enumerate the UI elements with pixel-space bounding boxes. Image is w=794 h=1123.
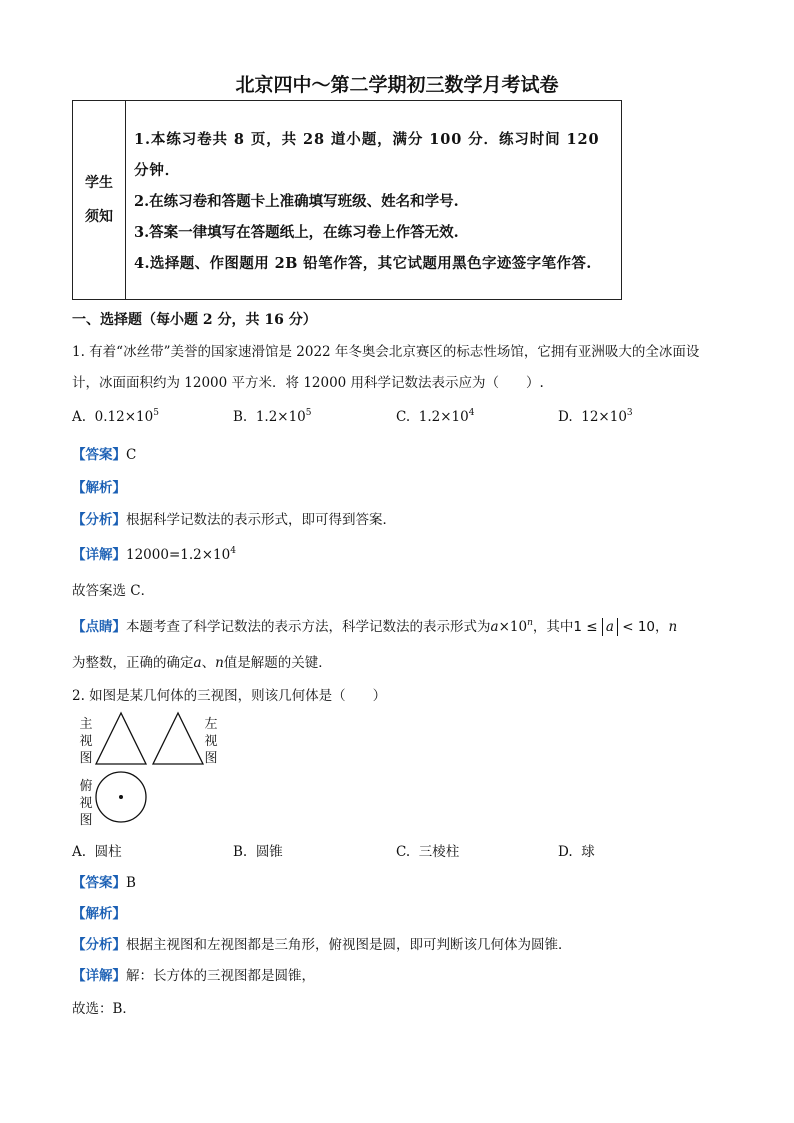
- q1-option-d-label: D.: [558, 409, 573, 425]
- fenxi-tag: 【分析】: [72, 512, 126, 528]
- q2-xiangjie-text: 解：长方体的三视图都是圆锥，: [126, 968, 315, 984]
- q1-option-b: [233, 408, 312, 425]
- q1-answer: [72, 443, 136, 463]
- line2-post: 值是解题的关键．: [223, 655, 332, 671]
- dianjing-tag: 【点睛】: [72, 619, 126, 635]
- q1-dianjing-comma: ，: [655, 619, 669, 635]
- q2-option-b-label: B.: [233, 844, 248, 860]
- q1-xiangjie-base: 12000=1.2×10: [126, 547, 231, 563]
- q1-dianjing: [72, 615, 677, 635]
- notice-table: [72, 100, 622, 300]
- q1-fenxi: [72, 508, 396, 528]
- top-view-center-dot: [119, 795, 123, 799]
- analysis-tag: 【解析】: [72, 480, 126, 496]
- q1-option-b-base: 1.2×10: [255, 409, 306, 425]
- q1-option-a: [72, 408, 159, 425]
- formula-a: a: [490, 619, 499, 635]
- q1-option-b-label: B.: [233, 409, 248, 425]
- q1-option-b-exp: 5: [305, 408, 312, 418]
- label-top-view: 俯视图: [79, 779, 93, 828]
- q1-stem-line2: 计，冰面面积约为 12000 平方米．将 12000 用科学记数法表示应为（ ）.: [72, 375, 544, 391]
- q2-option-d: [558, 840, 595, 860]
- q1-stem-line1: 1. 有着“冰丝带”美誉的国家速滑馆是 2022 年冬奥会北京赛区的标志性场馆，它拥有亚洲吸大的全冰面设: [72, 344, 700, 360]
- label-front-view: 主视图: [79, 717, 93, 766]
- page-title: 北京四中～第二学期初三数学月考试卷: [235, 74, 559, 96]
- q1-dianjing-mid: ，其中: [532, 619, 574, 635]
- notice-label-line1: 学生: [85, 175, 113, 191]
- q1-option-c-label: C.: [396, 409, 411, 425]
- q1-answer-value: C: [126, 447, 137, 463]
- q2-analysis: [72, 902, 126, 922]
- formula-times: ×10: [498, 619, 528, 635]
- q1-option-a-base: 0.12×10: [94, 409, 154, 425]
- q2-option-c: [396, 840, 459, 860]
- q1-conclusion: 故答案选 C．: [72, 583, 155, 599]
- q2-xiangjie: [72, 964, 315, 984]
- q2-option-a-text: 圆柱: [94, 844, 122, 860]
- left-view-triangle: [153, 713, 203, 764]
- q1-option-d-base: 12×10: [581, 409, 627, 425]
- q1-option-d: [558, 408, 633, 425]
- notice-label: [73, 101, 126, 300]
- q1-fenxi-text: 根据科学记数法的表示形式，即可得到答案．: [126, 512, 396, 528]
- notice-rules: [126, 101, 622, 300]
- q2-option-b-text: 圆锥: [255, 844, 283, 860]
- section-heading: 一、选择题（每小题 2 分，共 16 分）: [72, 312, 317, 328]
- q2-fenxi: [72, 933, 572, 953]
- ineq-left: 1 ≤: [573, 619, 598, 635]
- rule-1: 1.本练习卷共 8 页，共 28 道小题，满分 100 分．练习时间 120 分钟．: [134, 130, 600, 179]
- line2-sep: 、: [201, 655, 216, 671]
- q2-stem: 2. 如图是某几何体的三视图，则该几何体是（ ）: [72, 688, 387, 704]
- formula-n: n: [527, 618, 533, 628]
- answer-tag: 【答案】: [72, 447, 126, 463]
- analysis-tag: 【解析】: [72, 906, 126, 922]
- label-left-view: 左视图: [204, 717, 218, 766]
- xiangjie-tag: 【详解】: [72, 547, 126, 563]
- q1-dianjing-text: 本题考查了科学记数法的表示方法，科学记数法的表示形式为: [126, 619, 491, 635]
- q2-option-b: [233, 840, 283, 860]
- q2-answer-value: B: [126, 875, 136, 891]
- q1-option-a-exp: 5: [153, 408, 159, 418]
- q1-option-c-base: 1.2×10: [418, 409, 469, 425]
- front-view-triangle: [96, 713, 146, 764]
- q2-option-c-label: C.: [396, 844, 411, 860]
- q1-option-a-label: A.: [72, 409, 87, 425]
- q2-answer: [72, 871, 136, 891]
- answer-tag: 【答案】: [72, 875, 126, 891]
- q1-dianjing-n: n: [668, 619, 678, 635]
- rule-2: 2.在练习卷和答题卡上准确填写班级、姓名和学号.: [134, 192, 459, 210]
- q2-option-d-label: D.: [558, 844, 573, 860]
- line2-a: a: [193, 655, 202, 671]
- xiangjie-tag: 【详解】: [72, 968, 126, 984]
- q1-option-c: [396, 408, 474, 425]
- q1-option-d-exp: 3: [626, 408, 633, 418]
- rule-4: 4.选择题、作图题用 2B 铅笔作答，其它试题用黑色字迹签字笔作答.: [134, 254, 592, 272]
- q1-option-c-exp: 4: [468, 408, 475, 418]
- q1-dianjing-line2: [72, 651, 332, 671]
- q2-option-c-text: 三棱柱: [418, 844, 460, 860]
- line2-n: n: [215, 655, 224, 671]
- q2-option-a-label: A.: [72, 844, 87, 860]
- q2-option-a: [72, 840, 122, 860]
- q2-fenxi-text: 根据主视图和左视图都是三角形，俯视图是圆，即可判断该几何体为圆锥．: [126, 937, 572, 953]
- three-view-figure: [92, 708, 212, 834]
- line2-pre: 为整数，正确的确定: [72, 655, 194, 671]
- fenxi-tag: 【分析】: [72, 937, 126, 953]
- ineq-right: < 10: [622, 619, 655, 635]
- q1-analysis: [72, 476, 126, 496]
- notice-label-line2: 须知: [85, 209, 113, 225]
- q2-conclusion: 故选：B．: [72, 1001, 136, 1017]
- q1-xiangjie-exp: 4: [230, 546, 236, 556]
- q2-option-d-text: 球: [581, 844, 595, 860]
- rule-3: 3.答案一律填写在答题纸上，在练习卷上作答无效.: [134, 223, 459, 241]
- abs-value: a: [602, 618, 618, 636]
- q1-xiangjie: [72, 543, 236, 563]
